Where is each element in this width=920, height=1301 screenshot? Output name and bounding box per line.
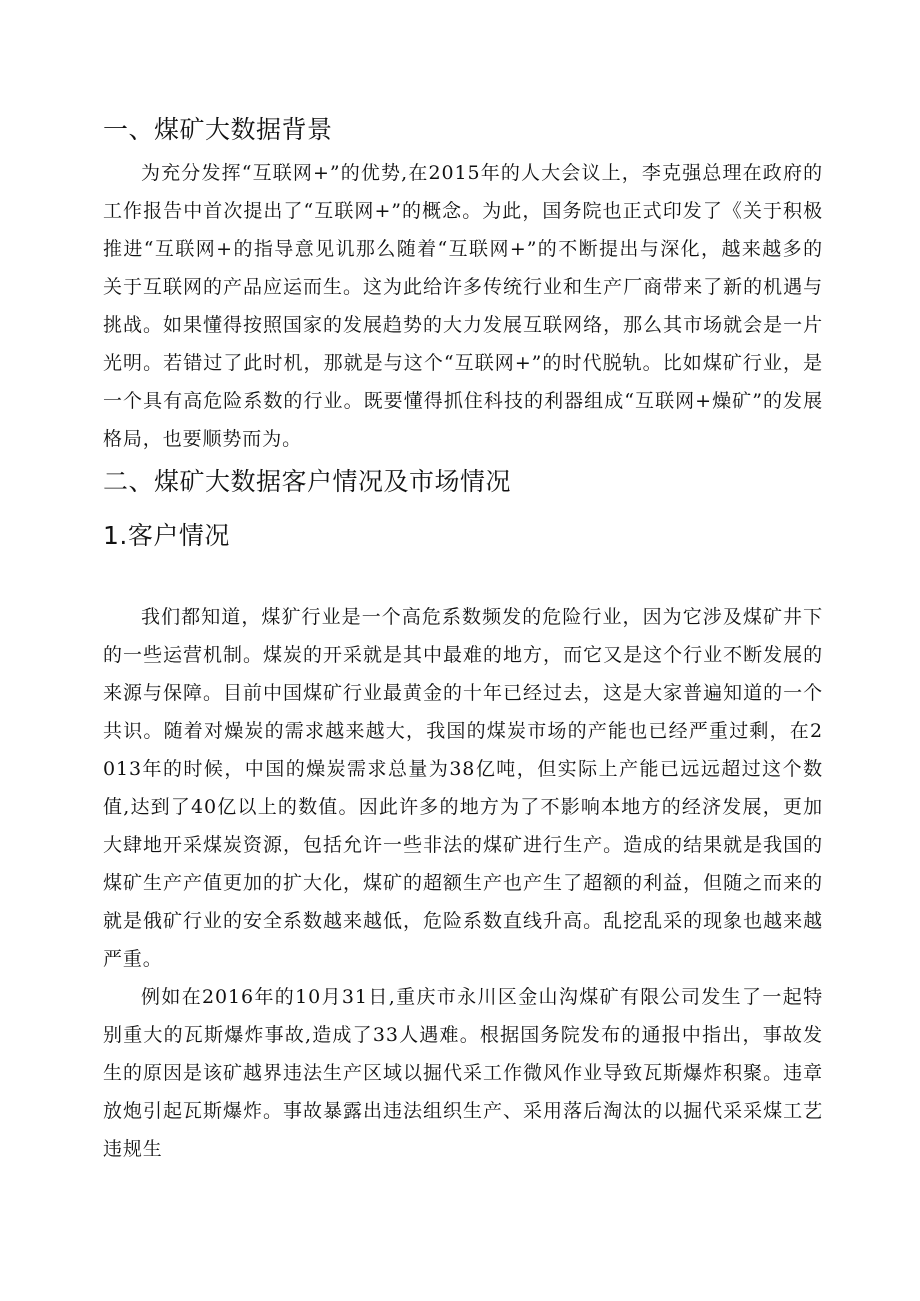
section-heading-background: 一、煤矿大数据背景 bbox=[103, 115, 333, 144]
section-heading-customers-market: 二、煤矿大数据客户情况及市场情况 bbox=[103, 467, 512, 496]
paragraph-background: 为充分发挥“互联网+”的优势,在2015年的人大会议上，李克强总理在政府的工作报告中首次提出了“互联网+”的概念。为此，国务院也正式印发了《关于积极推进“互联网+的指导意见讥那么随着“互联网+”的不断提出与深化，越来越多的关于互联网的产品应运而生。这为此给许多传统行业和生产厂商带来了新的机遇与挑战。如果懂得按照国家的发展趋势的大力发展互联网络，那么其市场就会是一片光明。若错过了此时机，那就是与这个“互联网+”的时代脱轨。比如煤矿行业，是一个具有高危险系数的行业。既要懂得抓住科技的利器组成“互联网+燥矿”的发展格局，也要顺势而为。 bbox=[103, 162, 823, 450]
paragraph-accident-example: 例如在2016年的10月31日,重庆市永川区金山沟煤矿有限公司发生了一起特别重大的瓦斯爆炸事故,造成了33人遇难。根据国务院发布的通报中指出，事故发生的原因是该矿越界违法生产区域以掘代采工作微风作业导致瓦斯爆炸积聚。违章放炮引起瓦斯爆炸。事故暴露出违法组织生产、采用落后淘汰的以掘代采采煤工艺违规生 bbox=[103, 986, 823, 1160]
document-body bbox=[103, 112, 823, 1168]
subsection-heading-customers: 1.客户情况 bbox=[103, 521, 230, 550]
paragraph-industry-overview: 我们都知道，煤犷行业是一个高危系数频发的危险行业，因为它涉及煤矿井下的一些运营机制。煤炭的开采就是其中最难的地方，而它又是这个行业不断发展的来源与保障。目前中国煤矿行业最黄金的十年已经过去，这是大家普遍知道的一个共识。随着对燥炭的需求越来越大，我国的煤炭市场的产能也已经严重过剩，在2013年的时候，中国的燥炭需求总量为38亿吨，但实际上产能已远远超过这个数值,达到了40亿以上的数值。因此许多的地方为了不影响本地方的经济发展，更加大肆地开采煤炭资源，包括允许一些非法的煤矿进行生产。造成的结果就是我国的煤矿生产产值更加的扩大化，煤矿的超额生产也产生了超额的利益，但随之而来的就是俄矿行业的安全系数越来越低，危险系数直线升高。乱挖乱采的现象也越来越严重。 bbox=[103, 606, 823, 970]
